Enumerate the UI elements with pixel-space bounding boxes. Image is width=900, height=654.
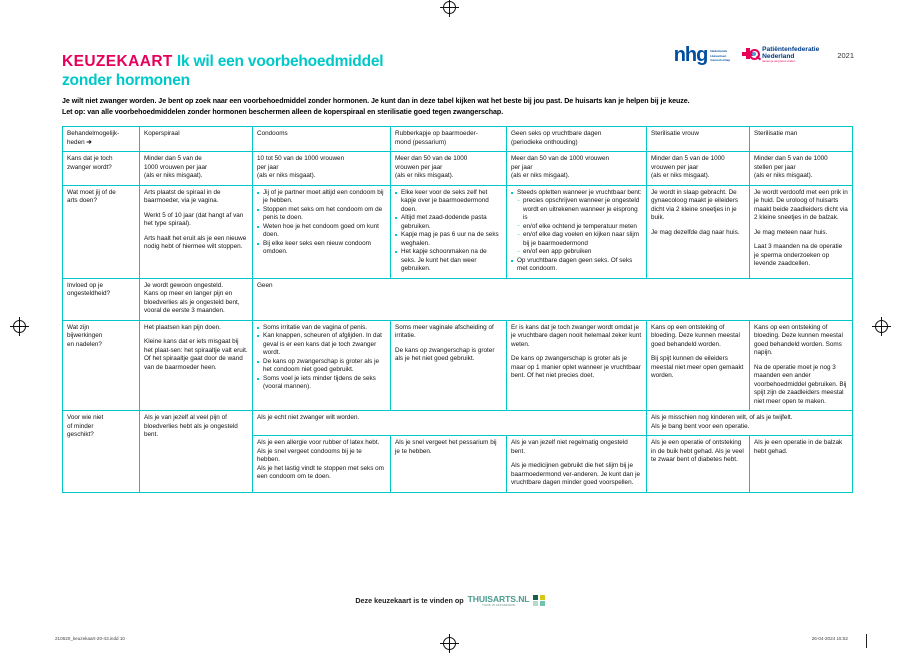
intro-text (62, 96, 852, 119)
nhg-subtitle: Nederlands Huisartsen Genootschap (710, 49, 731, 62)
cell-bijwerkingen-periodiek: Er is kans dat je toch zwanger wordt omdat je je vruchtbare dagen nooit helemaal zeker kunt weten. De kans op zwangerschap is groter als je maar op 1 manier oplet wanneer je vruchtbaar bent. Of het niet precies doet. (507, 320, 647, 411)
title-line-1: Ik wil een voorbehoedmiddel (176, 53, 384, 70)
row-header-wat-moet-je-doen: Wat moet jij of de arts doen? (63, 185, 140, 278)
list-item (511, 189, 642, 257)
print-timestamp: 26-04-2024 15:52 (811, 636, 848, 641)
trim-rule (866, 634, 867, 648)
cell-doen-periodiek (507, 185, 647, 278)
registration-mark-top (443, 1, 456, 14)
cell-geschikt-periodiek: Als je van jezelf niet regelmatig ongesteld bent. Als je medicijnen gebruikt die het slijm bij je baarmoedermond ver-anderen. Je kunt dan je vruchtbare dagen minder goed voorspellen. (507, 436, 647, 493)
column-header-periodieke-onthouding: Geen seks op vruchtbare dagen (periodieke onthouding) (507, 127, 647, 152)
column-header-behandelmogelijkheden: Behandelmogelijk- heden ➔ (63, 127, 140, 152)
cell-bijwerkingen-sterilisatie-man: Kans op een ontsteking of bloeding. Deze kunnen meestal goed behandeld worden. Soms napijn. Na de operatie moet je nog 3 maanden een ander voorbehoedmiddel gebruiken. Bij spijt zijn de zaadleiders meestal niet meer open te maken. (750, 320, 853, 411)
table-row (63, 278, 853, 320)
plus-magnifier-icon (742, 48, 760, 63)
row-header-kans-zwanger: Kans dat je toch zwanger wordt? (63, 152, 140, 186)
patientenfederatie-text: Patiëntenfederatie Nederland samen je weg leren vinden (762, 45, 820, 64)
row-header-invloed-ongesteldheid: Invloed op je ongesteldheid? (63, 278, 140, 320)
table-row (63, 185, 853, 278)
cell-doen-condooms (253, 185, 391, 278)
list-item: Weten hoe je het condoom goed om kunt doen. (257, 223, 386, 240)
row-header-bijwerkingen: Wat zijn bijwerkingen en nadelen? (63, 320, 140, 411)
print-metadata-bar (0, 636, 900, 650)
cell-kans-sterilisatie-vrouw: Minder dan 5 van de 1000 vrouwen per jaar (als er niks misgaat). (647, 152, 750, 186)
list-item: De kans op zwangerschap is groter als je het condoom niet goed gebruikt. (257, 358, 386, 375)
list-item: Soms irritatie van de vagina of penis. (257, 324, 386, 333)
nhg-logo (674, 46, 730, 64)
cell-doen-pessarium (391, 185, 507, 278)
registration-mark-left (13, 320, 26, 333)
kicker-keuzekaart: KEUZEKAART (62, 53, 173, 70)
logo-group (674, 46, 854, 64)
nhg-wordmark: nhg (673, 44, 708, 66)
sub-list-item: - en/of een app gebruiken (517, 248, 642, 257)
list-item: Elke keer voor de seks zelf het kapje over je baarmoedermond doen. (395, 189, 502, 215)
cell-kans-condooms: 10 tot 50 van de 1000 vrouwen per jaar (als er niks misgaat). (253, 152, 391, 186)
thuisarts-tagline: THUIS IN GEZONDHEID (482, 604, 515, 607)
cell-kans-pessarium: Meer dan 50 van de 1000 vrouwen per jaar (als er niks misgaat). (391, 152, 507, 186)
sub-list-item: - en/of elke dag voelen en kijken naar slijm bij je baarmoedermond (517, 231, 642, 248)
cell-geschikt-span-middle: Als je echt niet zwanger wilt worden. (253, 411, 647, 436)
sub-list-item: - en/of elke ochtend je temperatuur meten (517, 223, 642, 232)
intro-line-1: Je wilt niet zwanger worden. Je bent op zoek naar een voorbehoedmiddel zonder hormonen. Je kunt dan in deze tabel kijken wat het beste bij jou past. De huisarts kan je helpen bij je keuze. (62, 97, 690, 105)
column-header-sterilisatie-man: Sterilisatie man (750, 127, 853, 152)
column-header-condooms: Condooms (253, 127, 391, 152)
cell-geschikt-sterilisatie-vrouw: Als je een operatie of ontsteking in de buik hebt gehad. Als je veel te zwaar bent of diabetes hebt. (647, 436, 750, 493)
list-item: Kapje mag je pas 6 uur na de seks weghalen. (395, 231, 502, 248)
cell-kans-koperspiraal: Minder dan 5 van de 1000 vrouwen per jaar (als er niks misgaat). (140, 152, 253, 186)
column-header-sterilisatie-vrouw: Sterilisatie vrouw (647, 127, 750, 152)
cell-geschikt-sterilisatie-man: Als je een operatie in de balzak hebt gehad. (750, 436, 853, 493)
cell-bijwerkingen-pessarium: Soms meer vaginale afscheiding of irritatie. De kans op zwangerschap is groter als je het niet goed gebruikt. (391, 320, 507, 411)
list-item-label: Steeds opletten wanneer je vruchtbaar bent: (517, 188, 642, 196)
list-item: Jij of je partner moet altijd een condoom bij je hebben. (257, 189, 386, 206)
table-header-row (63, 127, 853, 152)
cell-kans-sterilisatie-man: Minder dan 5 van de 1000 stellen per jaar (als er niks misgaat). (750, 152, 853, 186)
print-filename: 210620_keuzekaart-20-43.indd 10 (55, 636, 125, 641)
list-item: Op vruchtbare dagen geen seks. Of seks met condoom. (511, 257, 642, 274)
cell-geschikt-span-right: Als je misschien nog kinderen wilt, of als je twijfelt. Als je bang bent voor een operatie. (647, 411, 853, 436)
cell-kans-periodiek: Meer dan 50 van de 1000 vrouwen per jaar (als er niks misgaat). (507, 152, 647, 186)
sub-list-item: - precies opschrijven wanneer je ongesteld wordt en uitrekenen wanneer je eisprong is (517, 197, 642, 223)
cell-bijwerkingen-sterilisatie-vrouw: Kans op een ontsteking of bloeding. Deze kunnen meestal goed behandeld worden. Bij spijt kunnen de eileiders meestal niet meer open gemaakt worden. (647, 320, 750, 411)
thuisarts-wordmark: THUISARTS.NL (467, 594, 530, 604)
table-row (63, 152, 853, 186)
list-item: Kan knappen, scheuren of afglijden. In dat geval is er een kans dat je toch zwanger wordt. (257, 332, 386, 358)
list-item: Stoppen met seks om het condoom om de penis te doen. (257, 206, 386, 223)
patientenfederatie-logo (742, 47, 819, 63)
thuisarts-squares-icon (533, 595, 544, 606)
list-item: Soms voel je iets minder tijdens de seks (vooral mannen). (257, 375, 386, 392)
cell-bijwerkingen-condooms (253, 320, 391, 411)
row-header-voor-wie-niet-geschikt: Voor wie niet of minder geschikt? (63, 411, 140, 493)
cell-invloed-geen-merged: Geen (253, 278, 853, 320)
cell-doen-sterilisatie-man: Je wordt verdoofd met een prik in je huid. De uroloog of huisarts maakt beide zaadleiders dicht via 2 kleine sneetjes in de balzak. Je mag meteen naar huis. Laat 3 maanden na de operatie je sperma onderzoeken op levende zaadcellen. (750, 185, 853, 278)
footer (0, 594, 900, 607)
title-line-2: zonder hormonen (62, 72, 190, 89)
cell-doen-sterilisatie-vrouw: Je wordt in slaap gebracht. De gynaecoloog maakt je eileiders dicht via 2 kleine sneetjes in je buik. Je mag dezelfde dag naar huis. (647, 185, 750, 278)
cell-invloed-koperspiraal: Je wordt gewoon ongesteld. Kans op meer en langer pijn en bloedverlies als je ongesteld bent, vooral de eerste 3 maanden. (140, 278, 253, 320)
list-item: Altijd met zaad-dodende pasta gebruiken. (395, 214, 502, 231)
list-item: Het kapje schoonmaken na de seks. Je kunt het dan weer gebruiken. (395, 248, 502, 274)
footer-brandline (355, 594, 544, 607)
comparison-table (62, 126, 853, 493)
list-item: Bij elke keer seks een nieuw condoom omdoen. (257, 240, 386, 257)
column-header-pessarium: Rubberkapje op baarmoeder- mond (pessarium) (391, 127, 507, 152)
table-row (63, 320, 853, 411)
arrow-icon: ➔ (86, 138, 92, 146)
year-label: 2021 (837, 50, 854, 60)
cell-geschikt-pessarium: Als je snel vergeet het pessarium bij je te hebben. (391, 436, 507, 493)
thuisarts-logo[interactable] (468, 594, 530, 607)
registration-mark-right (875, 320, 888, 333)
cell-bijwerkingen-koperspiraal: Het plaatsen kan pijn doen. Kleine kans dat er iets misgaat bij het plaat-sen: het spiraaltje valt eruit. Of het spiraaltje gaat door de wand van de baarmoeder heen. (140, 320, 253, 411)
table-row (63, 411, 853, 436)
intro-line-2: Let op: van alle voorbehoedmiddelen zonder hormonen beschermen alleen de koperspiraal en sterilisatie goed tegen zwangerschap. (62, 108, 504, 117)
cell-doen-koperspiraal: Arts plaatst de spiraal in de baarmoeder, via je vagina. Werkt 5 of 10 jaar (dat hangt af van het type spiraal). Arts haalt het eruit als je een nieuwe nodig hebt of hiermee wilt stoppen. (140, 185, 253, 278)
footer-text: Deze keuzekaart is te vinden op (355, 596, 464, 605)
cell-geschikt-condooms: Als je een allergie voor rubber of latex hebt. Als je snel vergeet condooms bij je te hebben. Als je het lastig vindt te stoppen met seks om een condoom om te doen. (253, 436, 391, 493)
column-header-koperspiraal: Koperspiraal (140, 127, 253, 152)
cell-geschikt-koperspiraal: Als je van jezelf al veel pijn of bloedverlies hebt als je ongesteld bent. (140, 411, 253, 493)
